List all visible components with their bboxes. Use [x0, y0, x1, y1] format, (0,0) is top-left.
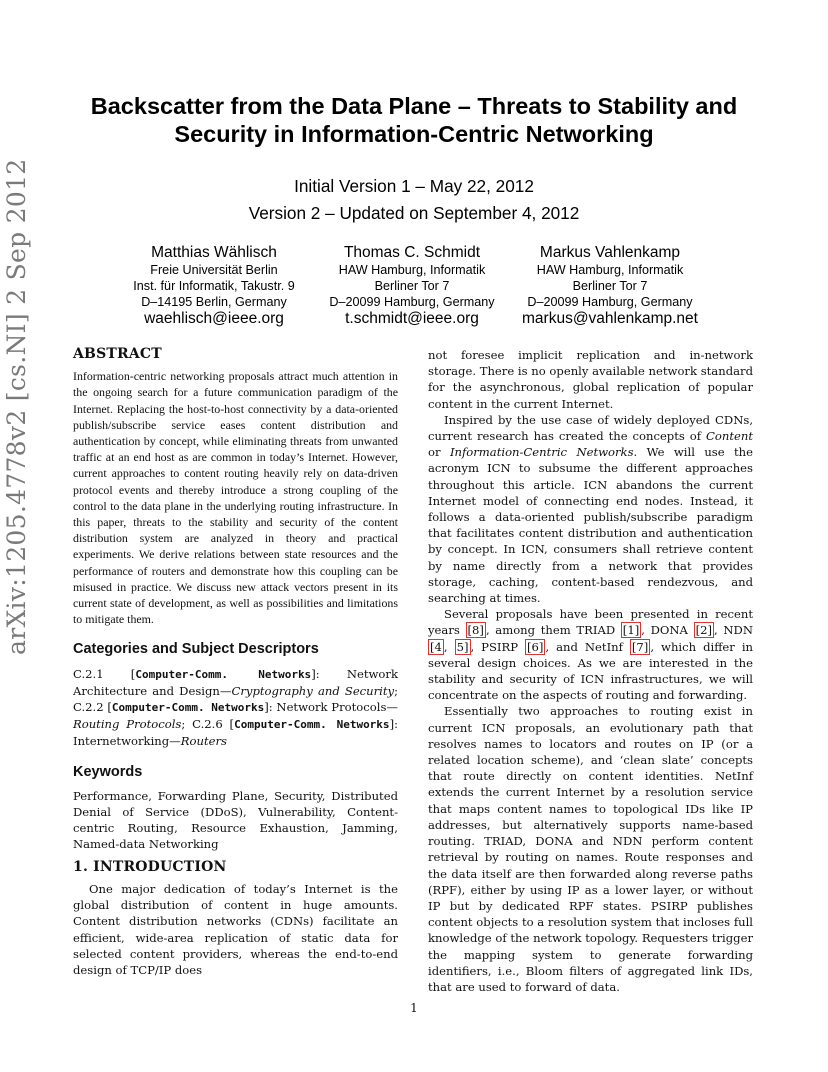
intro-paragraph-1: One major dedication of today’s Internet is the global distribution of content in huge amounts. Content distribution networks (CDNs) facilitate an efficient, wide-area replication of static data for selected content providers, whereas the end-to-end design of TCP/IP does: [73, 881, 398, 977]
version-1: Initial Version 1 – May 22, 2012: [294, 176, 534, 196]
author-affiliation: HAW Hamburg, Informatik: [536, 263, 684, 277]
citation-link[interactable]: [2]: [695, 623, 713, 638]
right-paragraph-1: not foresee implicit replication and in-network storage. There is no openly available network standard for the asynchronous, global replication of popular content in the current Internet.: [428, 348, 753, 411]
abstract-text: Information-centric networking proposals attract much attention in the ongoing search for a future communication paradigm of the Internet. Replacing the host-to-host connectivity by a data-oriented publish/subscribe service eases content distribution and authentication by concept, while eliminating threats from unwanted traffic at an end host as are common in today’s Internet. However, current approaches to content routing heavily rely on data-driven protocol events and thereby introduce a strong coupling of the control to the data plane in the underlying routing infrastructure. In this paper, threats to the stability and security of the content distribution system are analyzed in theory and practical experiments. We derive relations between state resources and the performance of routers and demonstrate how this coupling can be misused in practice. We discuss new attack vectors present in its current state of development, as well as possibilities and limitations to mitigate them.: [73, 369, 398, 627]
categories-text: C.2.1 [Computer-Comm. Networks]: Network Architecture and Design—Cryptography and Security; C.2.2 [Computer-Comm. Networks]: Network Protocols—Routing Protocols; C.2.6 [Computer-Comm. Networks]: Internetworking—Routers: [73, 666, 399, 749]
right-paragraph-4: Essentially two approaches to routing exist in current ICN proposals, an evolutionary path that resolves names to locators and routes on IP (or a related location scheme), and ‘clean slate’ concepts that route directly on content identities. NetInf extends the current Internet by a resolution service that maps content names to topological IDs like IP addresses, but alternatively supports name-based routing. TRIAD, DONA and NDN perform content retrieval by routing on names. Route responses and the data itself are then forwarded along reverse paths (RPF), either by using IP as a lower layer, or without IP but by dedicated RPF states. PSIRP publishes content objects to a resolution system that incloses full knowledge of the network topology. Requesters trigger the mapping system to generate forwarding identifiers, i.e., Bloom filters of aggregated link IDs, that are used to forward of data.: [428, 704, 753, 994]
author-name: Markus Vahlenkamp: [539, 244, 681, 261]
abstract-heading: ABSTRACT: [73, 346, 162, 362]
author-name: Matthias Wählisch: [151, 244, 277, 261]
paper-title: [60, 92, 768, 148]
categories-heading: Categories and Subject Descriptors: [73, 641, 319, 658]
citation-link[interactable]: [8]: [467, 623, 484, 638]
author-email: t.schmidt@ieee.org: [345, 310, 479, 327]
arxiv-stamp-text: arXiv:1205.4778v2 [cs.NI] 2 Sep 2012: [2, 158, 31, 655]
title-line-2: Security in Information-Centric Networking: [174, 121, 654, 147]
right-column: [428, 347, 753, 995]
author-address: Berliner Tor 7: [374, 279, 450, 293]
title-line-1: Backscatter from the Data Plane – Threats to Stability and: [90, 93, 738, 119]
citation-link[interactable]: 5]: [456, 639, 469, 654]
citation-link[interactable]: [4: [430, 639, 442, 654]
author-city: D–20099 Hamburg, Germany: [527, 295, 693, 309]
author-3: [490, 243, 730, 327]
version-2: Version 2 – Updated on September 4, 2012: [248, 203, 580, 223]
left-column: [73, 346, 398, 978]
citation-link[interactable]: [6]: [527, 639, 544, 654]
author-city: D–14195 Berlin, Germany: [141, 295, 287, 309]
author-email: markus@vahlenkamp.net: [522, 310, 698, 327]
right-paragraph-3: Several proposals have been presented in recent years [8] , among them TRIAD [1] , DONA [2] , NDN [4 , 5] , PSIRP [6] , and NetInf [7] , which differ in several design choices. As we are interested in the stability and security of ICN infrastructures, we will concentrate on the aspects of routing and forwarding.: [428, 607, 753, 703]
author-affiliation: HAW Hamburg, Informatik: [338, 263, 486, 277]
keywords-text: Performance, Forwarding Plane, Security, Distributed Denial of Service (DDoS), Vulnerability, Content-centric Routing, Resource Exhaustion, Jamming, Named-data Networking: [73, 788, 398, 852]
author-address: Inst. für Informatik, Takustr. 9: [133, 279, 295, 293]
author-address: Berliner Tor 7: [572, 279, 648, 293]
right-paragraph-2: Inspired by the use case of widely deployed CDNs, current research has created the concepts of Content or Information-Centric Networks. We will use the acronym ICN to subsume the different approaches throughout this article. ICN abandons the current Internet model of connecting end nodes. Instead, it follows a data-oriented publish/subscribe paradigm that facilitates content distribution and authentication by concept. In ICN, consumers shall retrieve content by name directly from a network that provides storage, caching, content-based rendezvous, and searching at times.: [428, 412, 753, 606]
author-email: waehlisch@ieee.org: [144, 310, 284, 327]
citation-link[interactable]: [1]: [622, 623, 640, 638]
author-city: D–20099 Hamburg, Germany: [329, 295, 495, 309]
introduction-heading: 1. INTRODUCTION: [73, 858, 227, 875]
author-name: Thomas C. Schmidt: [343, 244, 481, 261]
page-number: 1: [410, 1001, 418, 1015]
citation-link[interactable]: [7]: [631, 639, 649, 654]
keywords-heading: Keywords: [73, 763, 143, 780]
author-affiliation: Freie Universität Berlin: [150, 263, 278, 277]
